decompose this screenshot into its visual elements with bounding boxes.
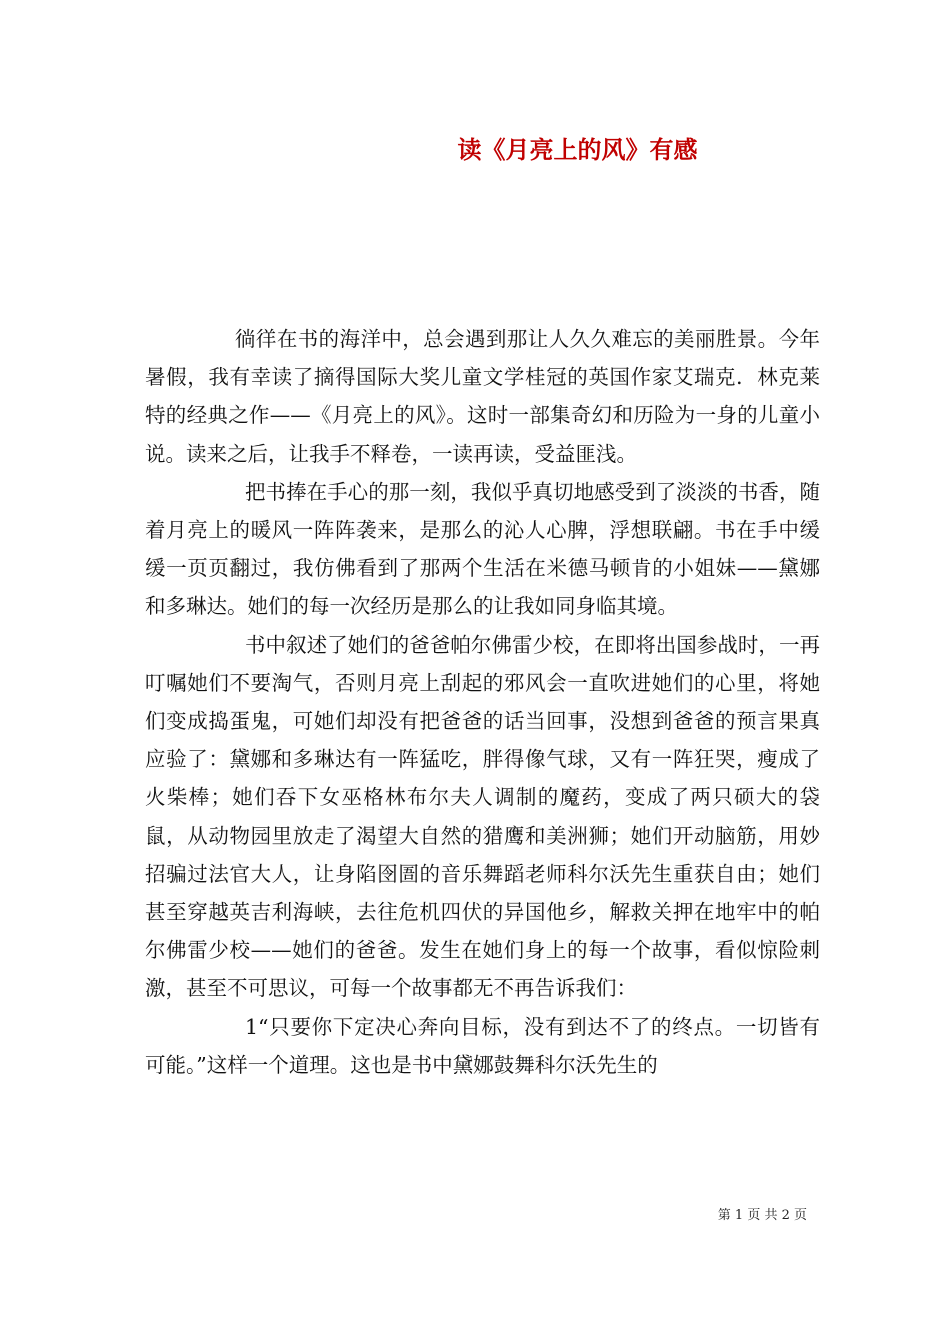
- paragraph-3: 书中叙述了她们的爸爸帕尔佛雷少校，在即将出国参战时，一再叮嘱她们不要淘气，否则月亮上刮起的邪风会一直吹进她们的心里，将她们变成捣蛋鬼，可她们却没有把爸爸的话当回事，没想到爸爸的预言果真应验了：黛娜和多琳达有一阵猛吃，胖得像气球，又有一阵狂哭，瘦成了火柴棒；她们吞下女巫格林布尔夫人调制的魔药，变成了两只硕大的袋鼠，从动物园里放走了渴望大自然的猎鹰和美洲狮；她们开动脑筋，用妙招骗过法官大人，让身陷囹圄的音乐舞蹈老师科尔沃先生重获自由；她们甚至穿越英吉利海峡，去往危机四伏的异国他乡，解救关押在地牢中的帕尔佛雷少校——她们的爸爸。发生在她们身上的每一个故事，看似惊险刺激，甚至不可思议，可每一个故事都无不再告诉我们：: [145, 632, 820, 1001]
- document-title: 读《月亮上的风》有感: [457, 135, 698, 164]
- page-number-footer: 第 1 页 共 2 页: [717, 1208, 807, 1223]
- paragraph-1: 徜徉在书的海洋中，总会遇到那让人久久难忘的美丽胜景。今年暑假，我有幸读了摘得国际大奖儿童文学桂冠的英国作家艾瑞克．林克莱特的经典之作——《月亮上的风》。这时一部集奇幻和历险为一身的儿童小说。读来之后，让我手不释卷，一读再读，受益匪浅。: [145, 327, 820, 466]
- paragraph-4: 1“只要你下定决心奔向目标，没有到达不了的终点。一切皆有可能。”这样一个道理。这也是书中黛娜鼓舞科尔沃先生的: [145, 1014, 820, 1077]
- document-body: [145, 320, 820, 1084]
- paragraph-2: 把书捧在手心的那一刻，我似乎真切地感受到了淡淡的书香，随着月亮上的暖风一阵阵袭来，是那么的沁人心脾，浮想联翩。书在手中缓缓一页页翻过，我仿佛看到了那两个生活在米德马顿肯的小姐妹——黛娜和多琳达。她们的每一次经历是那么的让我如同身临其境。: [145, 479, 820, 619]
